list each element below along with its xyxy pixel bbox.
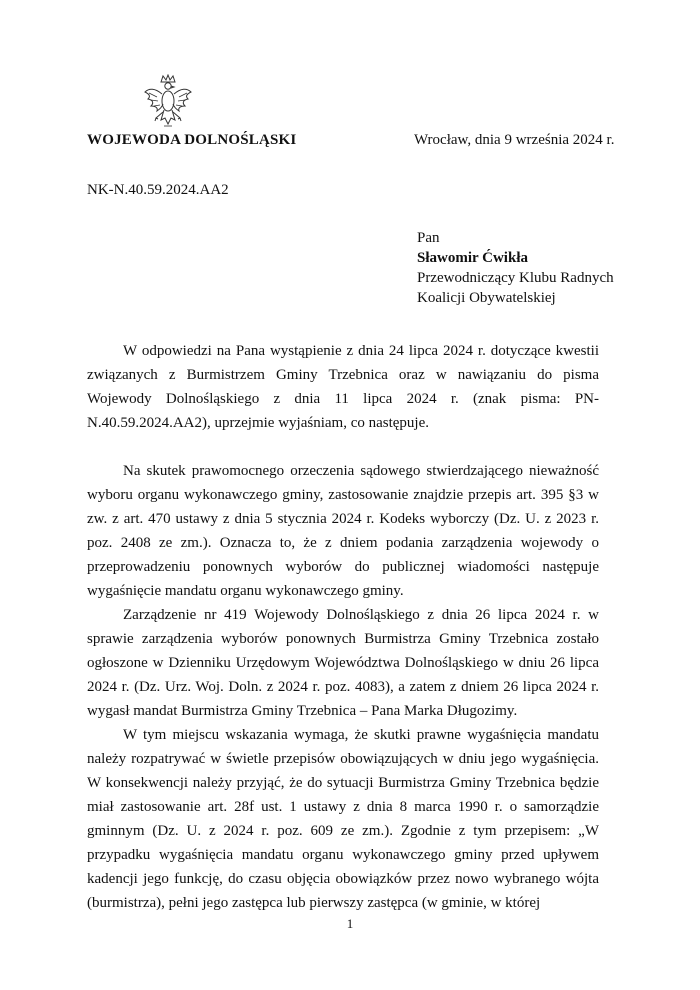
paragraph-3: Zarządzenie nr 419 Wojewody Dolnośląskiego z dnia 26 lipca 2024 r. w sprawie zarządzenia wyborów ponownych Burmistrza Gminy Trzebnica zostało ogłoszone w Dzienniku Urzędowym Województwa Dolnośląskiego w dniu 26 lipca 2024 r. (Dz. Urz. Woj. Doln. z 2024 r. poz. 4083), a zatem z dniem 26 lipca 2024 r. wygasł mandat Burmistrza Gminy Trzebnica – Pana Marka Długozimy. <box>87 607 599 719</box>
paragraph-4: W tym miejscu wskazania wymaga, że skutki prawne wygaśnięcia mandatu należy rozpatrywać w świetle przepisów obowiązujących w dniu jego wygaśnięcia. W konsekwencji należy przyjąć, że do sytuacji Burmistrza Gminy Trzebnica będzie miał zastosowanie art. 28f ust. 1 ustawy z dnia 8 marca 1990 r. o samorządzie gminnym (Dz. U. z 2024 r. poz. 609 ze zm.). Zgodnie z tym przepisem: „W przypadku wygaśnięcia mandatu organu wykonawczego gminy przed upływem kadencji jego funkcję, do czasu objęcia obowiązków przez nowo wybranego wójta (burmistrza), pełni jego zastępca lub pierwszy zastępca (w gminie, w której <box>87 727 599 911</box>
recipient-title-line-2: Koalicji Obywatelskiej <box>417 290 556 306</box>
recipient-salutation: Pan <box>417 230 440 246</box>
recipient-title-line-1: Przewodniczący Klubu Radnych <box>417 270 614 286</box>
reference-number: NK-N.40.59.2024.AA2 <box>87 182 229 198</box>
page-number: 1 <box>346 916 354 931</box>
paragraph-1: W odpowiedzi na Pana wystąpienie z dnia 24 lipca 2024 r. dotyczące kwestii związanych z Burmistrzem Gminy Trzebnica oraz w nawiązaniu do pisma Wojewody Dolnośląskiego z dnia 11 lipca 2024 r. (znak pisma: PN-N.40.59.2024.AA2), uprzejmie wyjaśniam, co następuje. <box>87 343 599 431</box>
letter-body <box>87 339 599 915</box>
recipient-name: Sławomir Ćwikła <box>417 250 528 266</box>
polish-eagle-emblem <box>143 74 193 132</box>
paragraph-2: Na skutek prawomocnego orzeczenia sądowego stwierdzającego nieważność wyboru organu wykonawczego gminy, zastosowanie znajdzie przepis art. 395 §3 w zw. z art. 470 ustawy z dnia 5 stycznia 2024 r. Kodeks wyborczy (Dz. U. z 2023 r. poz. 2408 ze zm.). Oznacza to, że z dniem podania zarządzenia wojewody o przeprowadzeniu ponownych wyborów do publicznej wiadomości następuje wygaśnięcie mandatu organu wykonawczego gminy. <box>87 463 599 599</box>
issuing-authority: WOJEWODA DOLNOŚLĄSKI <box>87 132 297 148</box>
place-and-date: Wrocław, dnia 9 września 2024 r. <box>414 132 615 148</box>
recipient-block <box>417 228 614 308</box>
